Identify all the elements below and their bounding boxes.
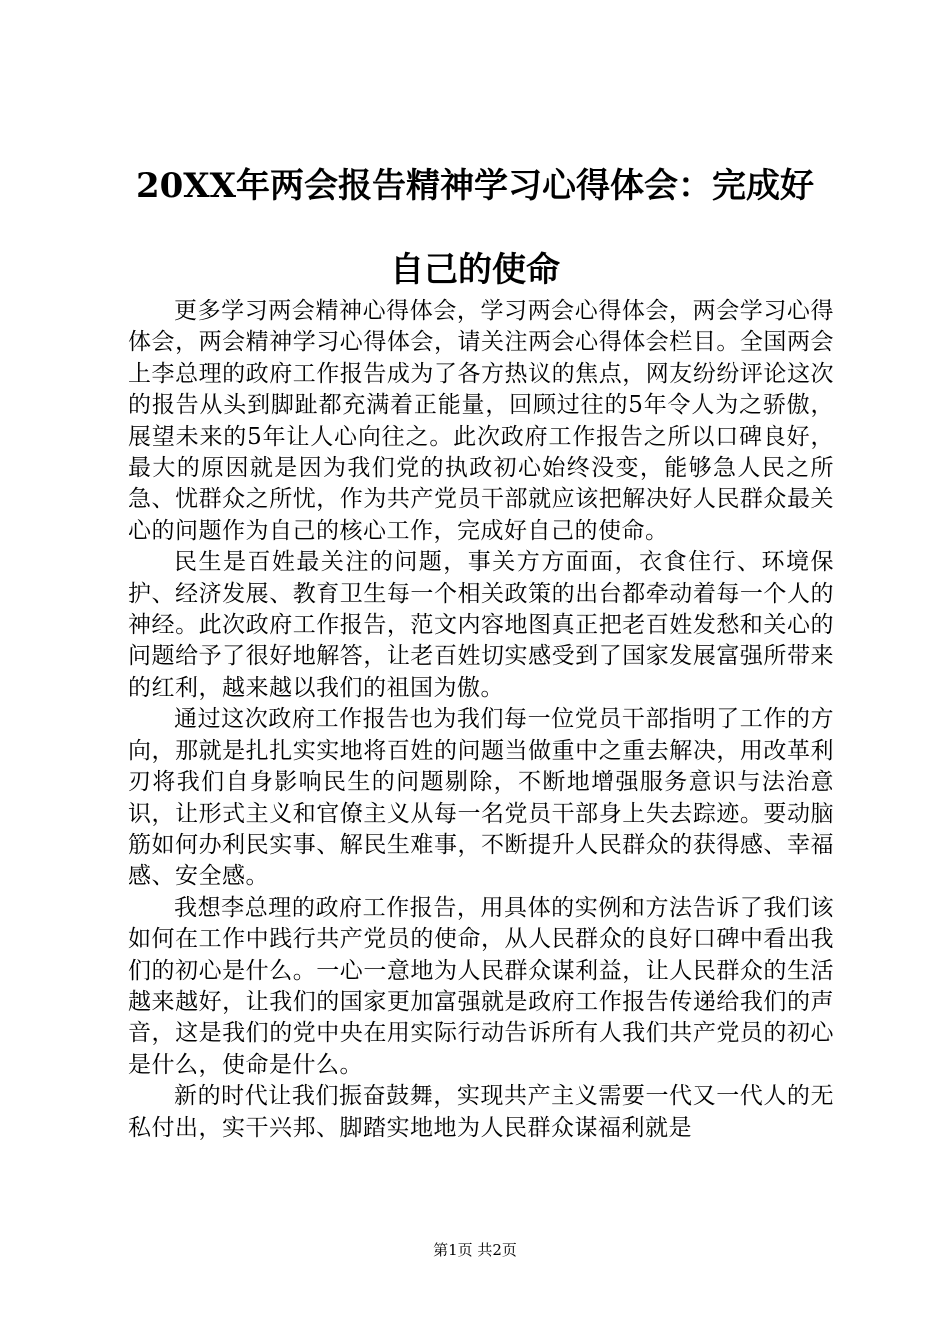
page-number-footer: 第1页 共2页 bbox=[433, 1241, 517, 1259]
paragraph: 新的时代让我们振奋鼓舞，实现共产主义需要一代又一代人的无私付出，实干兴邦、脚踏实地地为人民群众谋福利就是 bbox=[128, 1083, 834, 1141]
paragraph: 民生是百姓最关注的问题，事关方方面面，衣食住行、环境保护、经济发展、教育卫生每一个相关政策的出台都牵动着每一个人的神经。此次政府工作报告，范文内容地图真正把老百姓发愁和关心的问题给予了很好地解答，让老百姓切实感受到了国家发展富强所带来的红利，越来越以我们的祖国为傲。 bbox=[128, 549, 834, 701]
document-body bbox=[128, 296, 834, 1144]
paragraph: 我想李总理的政府工作报告，用具体的实例和方法告诉了我们该如何在工作中践行共产党员的使命，从人民群众的良好口碑中看出我们的初心是什么。一心一意地为人民群众谋利益，让人民群众的生活越来越好，让我们的国家更加富强就是政府工作报告传递给我们的声音，这是我们的党中央在用实际行动告诉所有人我们共产党员的初心是什么，使命是什么。 bbox=[128, 894, 834, 1078]
paragraph: 通过这次政府工作报告也为我们每一位党员干部指明了工作的方向，那就是扎扎实实地将百姓的问题当做重中之重去解决，用改革利刃将我们自身影响民生的问题剔除，不断地增强服务意识与法治意识，让形式主义和官僚主义从每一名党员干部身上失去踪迹。要动脑筋如何办利民实事、解民生难事，不断提升人民群众的获得感、幸福感、安全感。 bbox=[128, 706, 834, 890]
paragraph: 更多学习两会精神心得体会，学习两会心得体会，两会学习心得体会，两会精神学习心得体会，请关注两会心得体会栏目。全国两会上李总理的政府工作报告成为了各方热议的焦点，网友纷纷评论这次的报告从头到脚趾都充满着正能量，回顾过往的5年令人为之骄傲，展望未来的5年让人心向往之。此次政府工作报告之所以口碑良好，最大的原因就是因为我们党的执政初心始终没变，能够急人民之所急、忧群众之所忧，作为共产党员干部就应该把解决好人民群众最关心的问题作为自己的核心工作，完成好自己的使命。 bbox=[128, 298, 834, 544]
document-title-line-2: 自己的使命 bbox=[390, 250, 560, 290]
document-title-line-1: 20XX年两会报告精神学习心得体会：完成好 bbox=[135, 166, 815, 206]
